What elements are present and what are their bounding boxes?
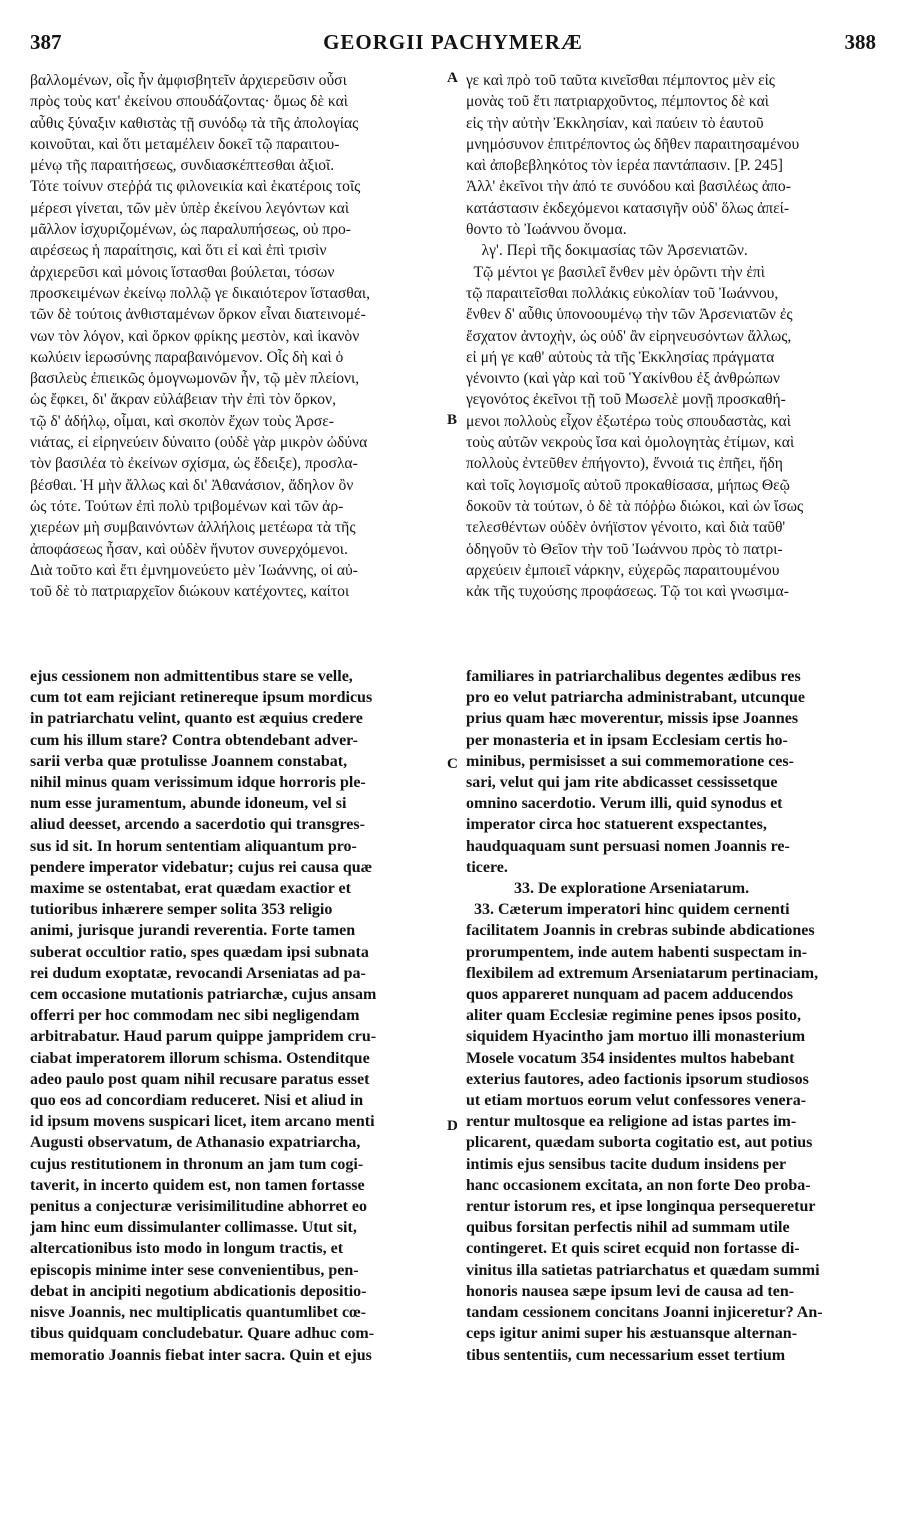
margin-mark-b: B — [447, 412, 458, 428]
page-number-left: 387 — [30, 30, 62, 54]
running-title: GEORGII PACHYMERÆ — [323, 30, 583, 54]
section-divider — [30, 652, 876, 653]
margin-mark-a: A — [447, 70, 458, 86]
margin-mark-c: C — [447, 756, 458, 772]
page-number-right: 388 — [844, 30, 876, 54]
latin-text-left-column: ejus cessionem non admittentibus stare se velle, cum tot eam rejiciant retinereque ipsum mordicus in patriarchatu velint, quanto est æquius credere cum his illum stare? Contra obtendebant adver- sarii verba quæ protulisse Joannem constabat, nihil minus quam verissimum idque horroris ple- num esse juramentum, abunde idoneum, vel si aliud deesset, arcendo a sacerdotio qui transgres- sus id sit. In horum sententiam aliquantum pro- pendere imperator videbatur; cujus rei causa quæ maxime se ostentabat, erat quædam exactior et tutioribus inhærere semper solita 353 religio animi, jurisque jurandi reverentia. Forte tamen suberat occultior ratio, spes quædam ipsi subnata rei dudum exoptatæ, revocandi Arseniatas ad pa- cem occasione mutationis patriarchæ, cujus ansam offerri per hoc commodam nec sibi negligendam arbitrabatur. Haud parum quippe jampridem cru- ciabat imperatorem illorum schisma. Ostenditque adeo paulo post quam nihil recusare paratus esset quo eos ad concordiam reduceret. Nisi et aliud in id ipsum movens suspicari licet, item arcano menti Augusti observatum, de Athanasio expatriarcha, cujus restitutionem in thronum an jam tum cogi- taverit, in incerto quidem est, non tamen fortasse penitus a conjecturæ verisimilitudine abhorret eo jam hinc eum dissimulanter collimasse. Utut sit, altercationibus isto modo in longum tractis, et episcopis minime inter sese convenientibus, pen- debat in ancipiti negotium abdicationis depositio- nisve Joannis, nec multiplicatis quantumlibet cœ- tibus quidquam concludebatur. Quare adhuc com- memoratio Joannis fiebat inter sacra. Quin et ejus — [30, 668, 377, 1364]
latin-text-right-column: familiares in patriarchalibus degentes ædibus res pro eo velut patriarcha administrabant, utcunque prius quam hæc moverentur, missis ipse Joannes per monasteria et in ipsam Ecclesiam certis ho- minibus, permisisset a sui commemoratione ces- sari, velut qui jam rite abdicasset cessissetque omnino sacerdotio. Verum illi, quid synodus et imperator circa hoc statuerent exspectantes, haudquaquam sunt persuasi nomen Joannis re- ticere. 33. De exploratione Arseniatarum. 33. Cæterum imperatori hinc quidem cernenti facilitatem Joannis in crebras subinde abdicationes prorumpentem, inde autem habenti suspectam in- flexibilem ad extremum Arseniatarum pertinaciam, quos appareret nunquam ad pacem adducendos aliter quam Ecclesiæ regimine penes ipsos posito, siquidem Hyacintho jam mortuo illi monasterium Mosele vocatum 354 insidentes multos habebant exterius fautores, adeo factionis ipsorum studiosos ut etiam mortuos eorum velut confessores venera- rentur multosque ea religione ad istas partes im- plicarent, quædam suborta cogitatio est, aut potius intimis ejus sensibus tacite dudum insidens per hanc occasionem excitata, an non forte Deo proba- rentur istorum res, et ipse longinqua persequeretur quibus forsitan perfectis nihil ad summam utile contingeret. Et quis sciret ecquid non fortasse di- vinitus illa satietas patriarchatus et quædam summi honoris nausea sæpe ipsum levi de causa ad ten- tandam cessionem concitans Joanni injiceretur? An- ceps igitur animi super his æstuansque alternan- tibus sententiis, cum necessarium esset tertium — [466, 668, 823, 1364]
greek-text-right-column: γε καὶ πρὸ τοῦ ταῦτα κινεῖσθαι πέμποντος μὲν εἰς μονὰς τοῦ ἔτι πατριαρχοῦντος, πέμποντος δὲ καὶ εἰς τὴν αὐτὴν Ἐκκλησίαν, καὶ παύειν τὸ ἑαυτοῦ μνημόσυνον ἐπιτρέποντος ὡς δῆθεν παραιτησαμένου καὶ ἀποβεβληκότος τὸν ἱερέα παντάπασιν. [P. 245] Ἀλλ' ἐκεῖνοι τὴν ἀπό τε συνόδου καὶ βασιλέως ἀπο- κατάστασιν ἐκδεχόμενοι κατασιγῆν οὐδ' ὅλως ἀπεί- θοντο τὸ Ἰωάννου ὄνομα. λγ'. Περὶ τῆς δοκιμασίας τῶν Ἀρσενιατῶν. Τῷ μέντοι γε βασιλεῖ ἔνθεν μὲν ὁρῶντι τὴν ἐπὶ τῷ παραιτεῖσθαι πολλάκις εὐκολίαν τοῦ Ἰωάννου, ἔνθεν δ' αὖθις ὑπονοουμένῳ τὴν τῶν Ἀρσενιατῶν ἐς ἔσχατον ἀντοχὴν, ὡς οὐδ' ἂν εἰρηνευσόντων ἄλλως, εἰ μή γε καθ' αὑτοὺς τὰ τῆς Ἐκκλησίας πράγματα γένοιντο (καὶ γὰρ καὶ τοῦ Ὑακίνθου ἐξ ἀνθρώπων γεγονότος ἐκεῖνοι τῇ τοῦ Μωσελὲ μονῇ προσκαθή- μενοι πολλοὺς εἶχον ἐξωτέρω τοὺς σπουδαστὰς, καὶ τοὺς αὐτῶν νεκροὺς ἴσα καὶ ὁμολογητὰς ἐτίμων, καὶ πολλοὺς ἐντεῦθεν ἐπήγοντο), ἔννοιά τις ἐπῆει, ἤδη καὶ τοῖς λογισμοῖς αὐτοῦ προκαθίσασα, μήπως Θεῷ δοκοῦν τὰ τούτων, ὁ δὲ τὰ πόῤῥω διώκοι, καὶ ὡν ἴσως τελεσθέντων οὐδὲν ὀνήϊστον γένοιτο, καὶ διὰ ταῦθ' ὁδηγοῦν τὸ Θεῖον τὴν τοῦ Ἰωάννου πρὸς τὸ πατρι- αρχεύειν ἐμποιεῖ νάρκην, εὐχερῶς παραιτουμένου κἀκ τῆς τυχούσης προφάσεως. Τῷ τοι καὶ γνωσιμα- — [466, 72, 804, 601]
margin-mark-d: D — [447, 1118, 458, 1134]
running-header — [30, 30, 876, 60]
greek-text-left-column: βαλλομένων, οἷς ἦν ἀμφισβητεῖν ἀρχιερεῦσιν οὖσι πρὸς τοὺς κατ' ἐκείνου σπουδάζοντας· ὅμως δὲ καὶ αὖθις ξύναξιν καθιστὰς τῇ συνόδῳ τὰ τῆς ἀπολογίας κοινοῦται, καὶ ὅτι μεταμέλειν δοκεῖ τῷ παραιτου- μένῳ τῆς παραιτήσεως, συνδιασκέπτεσθαι ἀξιοῖ. Τότε τοίνυν στεῤῥά τις φιλονεικία καὶ ἑκατέροις τοῖς μέρεσι γίνεται, τῶν μὲν ὑπὲρ ἐκείνου λεγόντων καὶ μᾶλλον ἰσχυριζομένων, ὡς παραλυπήσεως, οὐ προ- αιρέσεως ἡ παραίτησις, καὶ ὅτι εἰ καὶ ἐπὶ τρισὶν ἀρχιερεῦσι καὶ μόνοις ἵστασθαι βούλεται, τόσων προσκειμένων ἐκείνῳ πολλῷ γε δικαιότερον ἵστασθαι, τῶν δὲ τούτοις ἀνθισταμένων ὅρκον εἶναι διατεινομέ- νων τὸν λόγον, καὶ ὅρκον φρίκης μεστὸν, καὶ ἱκανὸν κωλύειν ἱερωσύνης παραβαινόμενον. Οἷς δὴ καὶ ὁ βασιλεὺς ἐπιεικῶς ὁμογνωμονῶν ἦν, τῷ μὲν πλείονι, ὡς ἔφκει, δι' ἄκραν εὐλάβειαν τὴν ἐπὶ τὸν ὅρκον, τῷ δ' ἀδήλῳ, οἶμαι, καὶ σκοπὸν ἔχων τοὺς Ἀρσε- νιάτας, εἰ εἰρηνεύειν δύναιτο (οὐδὲ γὰρ μικρὸν ὠδύνα τὸν βασιλέα τὸ ἐκείνων σχίσμα, ὡς ἔδειξε), προσλα- βέσθαι. Ἡ μὴν ἄλλως καὶ δι' Ἀθανάσιον, ἄδηλον ὂν ὡς τότε. Τούτων ἐπὶ πολὺ τριβομένων καὶ τῶν ἀρ- χιερέων μὴ συμβαινόντων ἀλλήλοις μετέωρα τὰ τῆς ἀποφάσεως ἦσαν, καὶ οὐδὲν ἤνυτον συνερχόμενοι. Διὰ τοῦτο καὶ ἔτι ἐμνημονεύετο μὲν Ἰωάννης, οἱ αὐ- τοῦ δὲ τὸ πατριαρχεῖον διώκουν κατέχοντες, καίτοι — [30, 72, 370, 601]
